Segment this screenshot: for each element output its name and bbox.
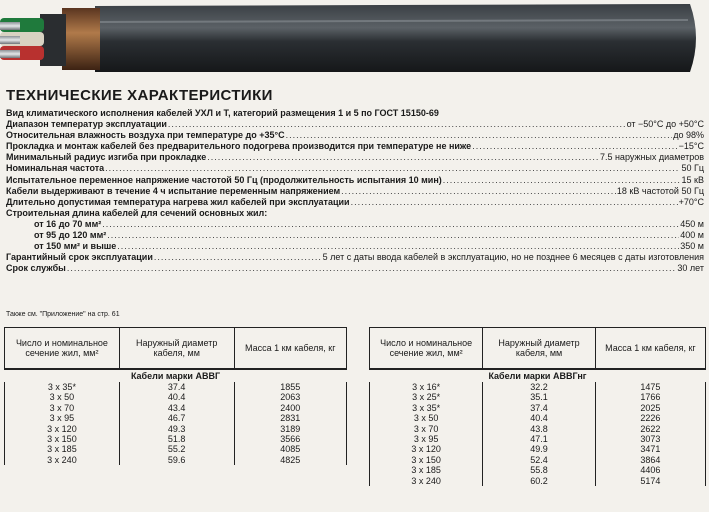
length-value: 450 м (680, 218, 704, 229)
cell-mass: 3864 (595, 455, 705, 465)
spec-row-withstand (6, 186, 704, 197)
cell-diameter: 55.8 (483, 465, 596, 475)
table-row (5, 434, 347, 444)
cell-mass: 1855 (234, 382, 346, 392)
table-row (370, 424, 706, 434)
cell-mass: 2400 (234, 403, 346, 413)
cell-mass: 4085 (234, 444, 346, 454)
header-sections: Число и номинальное сечение жил, мм² (5, 328, 120, 370)
table-row (5, 424, 347, 434)
length-label: от 150 мм² и выше (34, 241, 117, 252)
spec-row-frequency (6, 163, 704, 174)
spec-value: 18 кВ частотой 50 Гц (616, 185, 704, 196)
cell-section: 3 х 35* (370, 403, 483, 413)
spec-value: 15 кВ (681, 174, 704, 185)
cell-diameter: 43.8 (483, 424, 596, 434)
leader-dots (207, 152, 599, 163)
cell-section: 3 х 185 (370, 465, 483, 475)
leader-dots (105, 163, 680, 174)
table-row (370, 413, 706, 423)
cell-section: 3 х 70 (5, 403, 120, 413)
spec-label: Строительная длина кабелей для сечений основных жил: (6, 207, 268, 218)
cell-mass: 2622 (595, 424, 705, 434)
cell-diameter: 49.3 (119, 424, 234, 434)
cell-diameter: 46.7 (119, 413, 234, 423)
cell-section: 3 х 95 (5, 413, 120, 423)
length-row (6, 230, 704, 241)
cell-mass: 3566 (234, 434, 346, 444)
cell-section: 3 х 50 (370, 413, 483, 423)
cell-mass: 5174 (595, 476, 705, 486)
cell-diameter: 40.4 (119, 392, 234, 402)
leader-dots (107, 230, 679, 241)
leader-dots (67, 263, 677, 274)
table-header-row (370, 328, 706, 370)
leader-dots (102, 219, 679, 230)
length-value: 400 м (680, 230, 704, 241)
leader-dots (168, 119, 626, 130)
spec-row-bend-radius (6, 152, 704, 163)
spec-label: Кабели выдерживают в течение 4 ч испытание переменным напряжением (6, 185, 341, 196)
table-row (370, 434, 706, 444)
spec-row-install-temp (6, 141, 704, 152)
brand-row (370, 369, 706, 382)
table-row (5, 455, 347, 465)
length-value: 350 м (680, 241, 704, 252)
leader-dots (117, 241, 679, 252)
spec-row-warranty (6, 252, 704, 263)
spec-label: Гарантийный срок эксплуатации (6, 252, 153, 263)
leader-dots (341, 186, 616, 197)
cell-section: 3 х 150 (5, 434, 120, 444)
cell-mass: 1766 (595, 392, 705, 402)
cell-diameter: 37.4 (483, 403, 596, 413)
header-mass: Масса 1 км кабеля, кг (595, 328, 705, 370)
cell-diameter: 35.1 (483, 392, 596, 402)
table-row (370, 403, 706, 413)
length-row (6, 241, 704, 252)
cell-section: 3 х 70 (370, 424, 483, 434)
cell-mass: 1475 (595, 382, 705, 392)
table-body (5, 369, 347, 465)
spec-value: от −50°С до +50°С (626, 119, 704, 130)
table-header-row (5, 328, 347, 370)
length-label: от 95 до 120 мм² (34, 230, 107, 241)
cell-diameter: 37.4 (119, 382, 234, 392)
spec-label: Диапазон температур эксплуатации (6, 119, 167, 130)
spec-value: 50 Гц (681, 163, 704, 174)
table-row (5, 382, 347, 392)
table-avvg (4, 327, 347, 465)
leader-dots (351, 197, 678, 208)
cell-diameter: 51.8 (119, 434, 234, 444)
cell-diameter: 40.4 (483, 413, 596, 423)
cell-diameter: 60.2 (483, 476, 596, 486)
spec-label: Номинальная частота (6, 163, 105, 174)
header-sections: Число и номинальное сечение жил, мм² (370, 328, 483, 370)
table-row (370, 392, 706, 402)
header-diameter: Наружный диаметр кабеля, мм (119, 328, 234, 370)
cell-section: 3 х 50 (5, 392, 120, 402)
spec-label: Срок службы (6, 263, 66, 274)
table-row (370, 476, 706, 486)
appendix-note: Также см. "Приложение" на стр. 61 (6, 311, 120, 318)
length-row (6, 219, 704, 230)
cell-section: 3 х 120 (370, 444, 483, 454)
table-row (5, 403, 347, 413)
header-mass: Масса 1 км кабеля, кг (234, 328, 346, 370)
table-row (370, 444, 706, 454)
cell-diameter: 47.1 (483, 434, 596, 444)
spec-value: 5 лет с даты ввода кабелей в эксплуатацию, но не позднее 6 месяцев с даты изготовления (322, 252, 704, 263)
brand-label: Кабели марки АВВГнг (370, 369, 706, 382)
cell-section: 3 х 185 (5, 444, 120, 454)
cell-section: 3 х 95 (370, 434, 483, 444)
cell-section: 3 х 120 (5, 424, 120, 434)
spec-row-lengths-heading (6, 208, 704, 219)
cell-mass: 3471 (595, 444, 705, 454)
cell-diameter: 49.9 (483, 444, 596, 454)
spec-label: Минимальный радиус изгиба при прокладке (6, 152, 207, 163)
table-body (370, 369, 706, 486)
cable-illustration (0, 0, 709, 78)
spec-row-temp-range (6, 119, 704, 130)
spec-value: 7.5 наружных диаметров (599, 152, 704, 163)
cell-mass: 3189 (234, 424, 346, 434)
length-label: от 16 до 70 мм² (34, 218, 102, 229)
spec-label: Испытательное переменное напряжение частотой 50 Гц (продолжительность испытания 10 мин) (6, 174, 442, 185)
cell-section: 3 х 240 (5, 455, 120, 465)
table-row (370, 455, 706, 465)
cell-mass: 2025 (595, 403, 705, 413)
cell-mass: 2226 (595, 413, 705, 423)
spec-value: −15°С (678, 141, 704, 152)
cell-section: 3 х 25* (370, 392, 483, 402)
page-title: ТЕХНИЧЕСКИЕ ХАРАКТЕРИСТИКИ (6, 87, 273, 104)
leader-dots (472, 141, 677, 152)
cell-diameter: 55.2 (119, 444, 234, 454)
cell-diameter: 32.2 (483, 382, 596, 392)
spec-row-humidity (6, 130, 704, 141)
cell-mass: 2063 (234, 392, 346, 402)
table-row (5, 392, 347, 402)
cell-mass: 3073 (595, 434, 705, 444)
cell-section: 3 х 150 (370, 455, 483, 465)
brand-row (5, 369, 347, 382)
spec-value: +70°С (678, 196, 704, 207)
table-row (370, 465, 706, 475)
cell-mass: 4825 (234, 455, 346, 465)
spec-row-test-voltage (6, 175, 704, 186)
cell-section: 3 х 16* (370, 382, 483, 392)
cell-mass: 4406 (595, 465, 705, 475)
header-diameter: Наружный диаметр кабеля, мм (483, 328, 596, 370)
table-row (5, 413, 347, 423)
cell-section: 3 х 35* (5, 382, 120, 392)
spec-label: Прокладка и монтаж кабелей без предварительного подогрева производится при температуре не ниже (6, 141, 472, 152)
brand-label: Кабели марки АВВГ (5, 369, 347, 382)
spec-row-max-temp (6, 197, 704, 208)
spec-value: 30 лет (677, 263, 704, 274)
cell-diameter: 52.4 (483, 455, 596, 465)
table-avvgng (369, 327, 706, 486)
table-row (5, 444, 347, 454)
cell-diameter: 59.6 (119, 455, 234, 465)
leader-dots (154, 252, 322, 263)
spec-value: до 98% (673, 130, 704, 141)
cable-photo (0, 0, 709, 78)
cell-mass: 2831 (234, 413, 346, 423)
spec-list (6, 108, 704, 274)
cell-diameter: 43.4 (119, 403, 234, 413)
leader-dots (443, 175, 681, 186)
spec-row-service-life (6, 263, 704, 274)
table-row (370, 382, 706, 392)
spec-row-climate (6, 108, 704, 119)
spec-label: Вид климатического исполнения кабелей УХЛ и Т, категорий размещения 1 и 5 по ГОСТ 15150-69 (6, 108, 439, 118)
cell-section: 3 х 240 (370, 476, 483, 486)
spec-label: Относительная влажность воздуха при температуре до +35°С (6, 130, 285, 141)
leader-dots (286, 130, 673, 141)
spec-label: Длительно допустимая температура нагрева жил кабелей при эксплуатации (6, 196, 350, 207)
